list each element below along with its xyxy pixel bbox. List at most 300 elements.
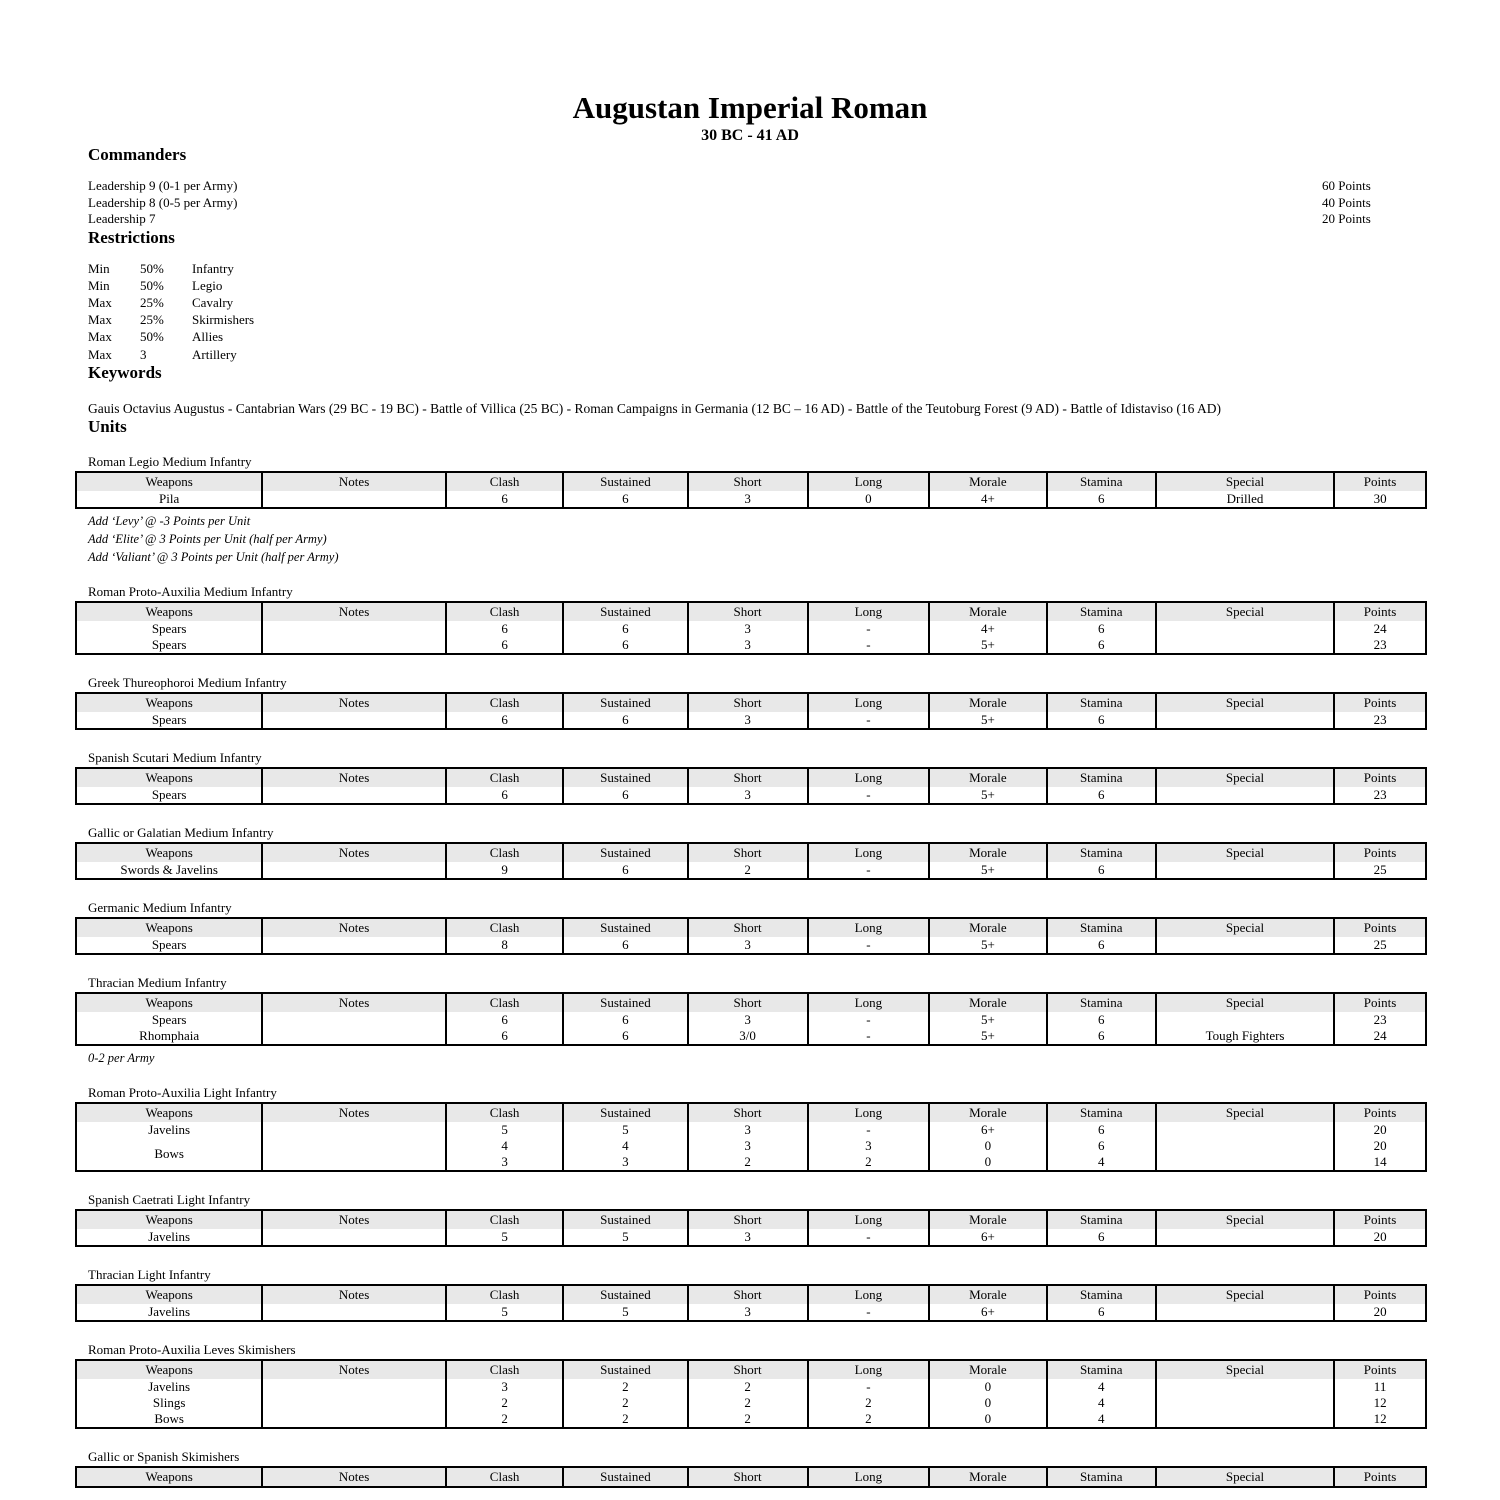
unit-table <box>75 471 1427 509</box>
table-cell <box>1156 1154 1334 1171</box>
table-row <box>76 621 1426 637</box>
table-header-cell: Weapons <box>76 768 262 787</box>
restriction-row <box>88 328 1500 345</box>
table-cell: - <box>808 1379 930 1395</box>
commander-label: Leadership 8 (0-5 per Army) <box>88 194 238 210</box>
unit-table-header-row <box>76 1467 1426 1487</box>
table-cell <box>1156 937 1334 954</box>
table-header-cell: Morale <box>929 768 1046 787</box>
weapons-cell: Spears <box>76 937 262 954</box>
table-header-cell: Stamina <box>1047 1467 1156 1487</box>
table-cell: 5+ <box>929 712 1046 729</box>
unit-table <box>75 767 1427 805</box>
table-cell: 0 <box>929 1411 1046 1428</box>
table-cell: 4 <box>1047 1154 1156 1171</box>
table-cell: 4 <box>1047 1395 1156 1411</box>
unit-note: Add ‘Elite’ @ 3 Points per Unit (half per Army) <box>88 531 327 546</box>
table-cell: 2 <box>563 1379 687 1395</box>
restriction-row <box>88 260 1500 277</box>
table-header-cell: Points <box>1334 1360 1426 1379</box>
table-cell: 6+ <box>929 1304 1046 1321</box>
table-cell <box>1156 1012 1334 1028</box>
table-cell: 4+ <box>929 491 1046 508</box>
restriction-row <box>88 277 1500 294</box>
table-header-cell: Special <box>1156 1285 1334 1304</box>
table-header-cell: Stamina <box>1047 602 1156 621</box>
unit-block <box>0 750 1500 805</box>
table-cell <box>1156 1138 1334 1154</box>
table-header-cell: Notes <box>262 1467 446 1487</box>
weapons-cell: Spears <box>76 637 262 654</box>
unit-note: 0-2 per Army <box>88 1050 155 1065</box>
table-cell <box>1156 637 1334 654</box>
table-cell: 5+ <box>929 937 1046 954</box>
table-cell: 6 <box>563 712 687 729</box>
table-cell: 24 <box>1334 1028 1426 1045</box>
table-header-cell: Short <box>688 768 808 787</box>
table-header-cell: Clash <box>446 472 563 491</box>
table-cell: 2 <box>808 1395 930 1411</box>
table-cell: 3 <box>688 1138 808 1154</box>
restriction-qualifier: Min <box>88 277 110 293</box>
table-cell: 3 <box>688 1012 808 1028</box>
table-cell: 5 <box>563 1122 687 1138</box>
table-header-cell: Morale <box>929 693 1046 712</box>
table-cell: 6 <box>446 621 563 637</box>
table-row <box>76 1028 1426 1045</box>
restriction-row <box>88 311 1500 328</box>
unit-block <box>0 1449 1500 1488</box>
table-cell <box>1156 1379 1334 1395</box>
table-header-cell: Special <box>1156 768 1334 787</box>
table-header-cell: Stamina <box>1047 472 1156 491</box>
restrictions-heading: Restrictions <box>88 227 175 247</box>
weapons-cell: Spears <box>76 787 262 804</box>
table-header-cell: Short <box>688 993 808 1012</box>
unit-title: Thracian Light Infantry <box>88 1266 211 1282</box>
table-header-cell: Special <box>1156 1467 1334 1487</box>
table-cell: 3 <box>688 491 808 508</box>
table-header-cell: Long <box>808 918 930 937</box>
table-cell: 6 <box>1047 787 1156 804</box>
table-cell: 14 <box>1334 1154 1426 1171</box>
table-header-cell: Clash <box>446 1103 563 1122</box>
table-header-cell: Morale <box>929 1210 1046 1229</box>
table-header-cell: Points <box>1334 1285 1426 1304</box>
table-header-cell: Special <box>1156 1210 1334 1229</box>
table-header-cell: Notes <box>262 1360 446 1379</box>
table-header-cell: Weapons <box>76 918 262 937</box>
table-header-cell: Morale <box>929 843 1046 862</box>
table-cell: 23 <box>1334 1012 1426 1028</box>
table-row <box>76 862 1426 879</box>
table-header-cell: Morale <box>929 1285 1046 1304</box>
table-cell <box>1156 787 1334 804</box>
table-header-cell: Special <box>1156 602 1334 621</box>
table-cell: 0 <box>929 1395 1046 1411</box>
table-header-cell: Short <box>688 918 808 937</box>
table-cell: 3 <box>688 787 808 804</box>
table-header-cell: Notes <box>262 693 446 712</box>
table-row <box>76 1138 1426 1154</box>
table-cell <box>262 1122 446 1138</box>
unit-table-head <box>76 1285 1426 1304</box>
table-cell: 11 <box>1334 1379 1426 1395</box>
commander-row <box>88 195 1388 212</box>
table-header-cell: Sustained <box>563 993 687 1012</box>
unit-block <box>0 1192 1500 1247</box>
table-header-cell: Sustained <box>563 1467 687 1487</box>
unit-block <box>0 900 1500 955</box>
table-header-cell: Sustained <box>563 768 687 787</box>
unit-table-body <box>76 1379 1426 1428</box>
table-cell: 2 <box>808 1154 930 1171</box>
table-header-cell: Morale <box>929 1467 1046 1487</box>
unit-note: Add ‘Valiant’ @ 3 Points per Unit (half per Army) <box>88 549 339 564</box>
commander-label: Leadership 7 <box>88 211 156 226</box>
table-header-cell: Short <box>688 1103 808 1122</box>
unit-table <box>75 601 1427 655</box>
table-cell <box>262 491 446 508</box>
table-row <box>76 637 1426 654</box>
table-header-cell: Weapons <box>76 1467 262 1487</box>
table-header-cell: Special <box>1156 843 1334 862</box>
table-row <box>76 1012 1426 1028</box>
table-cell: - <box>808 1304 930 1321</box>
table-cell <box>1156 712 1334 729</box>
unit-table-header-row <box>76 693 1426 712</box>
table-cell <box>262 1229 446 1246</box>
table-header-cell: Points <box>1334 1103 1426 1122</box>
weapons-cell: Slings <box>76 1395 262 1411</box>
table-header-cell: Notes <box>262 602 446 621</box>
unit-table-head <box>76 693 1426 712</box>
unit-table-header-row <box>76 602 1426 621</box>
table-header-cell: Points <box>1334 602 1426 621</box>
unit-title: Spanish Scutari Medium Infantry <box>88 749 262 765</box>
unit-table-header-row <box>76 1285 1426 1304</box>
restriction-qualifier: Max <box>88 294 112 310</box>
table-header-cell: Long <box>808 1467 930 1487</box>
table-header-cell: Sustained <box>563 1360 687 1379</box>
table-cell: 4+ <box>929 621 1046 637</box>
table-cell: 6 <box>563 491 687 508</box>
unit-block <box>0 825 1500 880</box>
restriction-qualifier: Max <box>88 346 112 362</box>
units-list <box>0 454 1500 1488</box>
table-cell: 4 <box>446 1138 563 1154</box>
unit-table-head <box>76 472 1426 491</box>
table-cell: - <box>808 637 930 654</box>
table-cell: 6 <box>446 1028 563 1045</box>
table-header-cell: Notes <box>262 1210 446 1229</box>
table-cell: - <box>808 1012 930 1028</box>
table-cell: 3 <box>688 1122 808 1138</box>
unit-title: Germanic Medium Infantry <box>88 899 232 915</box>
table-cell: 6+ <box>929 1122 1046 1138</box>
table-cell: Drilled <box>1156 491 1334 508</box>
unit-title: Roman Proto-Auxilia Leves Skimishers <box>88 1341 296 1357</box>
table-cell: 12 <box>1334 1411 1426 1428</box>
table-header-cell: Points <box>1334 693 1426 712</box>
table-header-cell: Long <box>808 1103 930 1122</box>
table-cell: 5+ <box>929 1012 1046 1028</box>
unit-block <box>0 1267 1500 1322</box>
table-header-cell: Clash <box>446 693 563 712</box>
unit-table-body <box>76 1012 1426 1045</box>
unit-title: Roman Legio Medium Infantry <box>88 453 252 469</box>
table-cell: 3 <box>563 1154 687 1171</box>
table-cell: 6 <box>563 621 687 637</box>
table-header-cell: Notes <box>262 1103 446 1122</box>
commander-row <box>88 178 1388 195</box>
unit-table <box>75 842 1427 880</box>
unit-table-header-row <box>76 472 1426 491</box>
unit-title: Gallic or Galatian Medium Infantry <box>88 824 274 840</box>
table-cell: 2 <box>563 1411 687 1428</box>
table-header-cell: Sustained <box>563 602 687 621</box>
restriction-category: Skirmishers <box>192 312 255 328</box>
restriction-row <box>88 346 1500 363</box>
table-header-cell: Points <box>1334 993 1426 1012</box>
table-header-cell: Points <box>1334 768 1426 787</box>
table-cell: 23 <box>1334 787 1426 804</box>
table-row <box>76 1229 1426 1246</box>
restriction-value: 50% <box>140 329 164 345</box>
unit-table-header-row <box>76 993 1426 1012</box>
table-header-cell: Notes <box>262 472 446 491</box>
unit-table-header-row <box>76 768 1426 787</box>
table-header-cell: Special <box>1156 993 1334 1012</box>
table-cell: 0 <box>929 1379 1046 1395</box>
table-cell: - <box>808 712 930 729</box>
weapons-cell: Javelins <box>76 1122 262 1138</box>
unit-table <box>75 692 1427 730</box>
table-cell: 2 <box>808 1411 930 1428</box>
table-cell: 3 <box>446 1379 563 1395</box>
table-header-cell: Clash <box>446 768 563 787</box>
table-header-cell: Long <box>808 1210 930 1229</box>
table-cell <box>262 1138 446 1154</box>
table-cell: 6 <box>1047 1229 1156 1246</box>
unit-table-head <box>76 843 1426 862</box>
unit-table-header-row <box>76 1103 1426 1122</box>
table-cell <box>1156 1122 1334 1138</box>
table-cell: 3 <box>688 621 808 637</box>
table-cell: 23 <box>1334 712 1426 729</box>
table-row <box>76 1379 1426 1395</box>
commander-label: Leadership 9 (0-1 per Army) <box>88 178 238 193</box>
table-cell: 6 <box>446 637 563 654</box>
table-header-cell: Notes <box>262 768 446 787</box>
keywords-heading: Keywords <box>88 362 162 382</box>
unit-block <box>0 675 1500 730</box>
table-cell: 8 <box>446 937 563 954</box>
table-header-cell: Short <box>688 1285 808 1304</box>
table-cell: 5 <box>563 1229 687 1246</box>
restriction-category: Infantry <box>192 260 234 276</box>
table-cell: - <box>808 787 930 804</box>
table-header-cell: Sustained <box>563 1210 687 1229</box>
unit-title: Spanish Caetrati Light Infantry <box>88 1191 251 1207</box>
table-cell: 5+ <box>929 637 1046 654</box>
table-row <box>76 1154 1426 1171</box>
table-cell: 5 <box>446 1229 563 1246</box>
table-cell <box>1156 862 1334 879</box>
table-header-cell: Sustained <box>563 1285 687 1304</box>
table-cell: 0 <box>929 1138 1046 1154</box>
units-heading: Units <box>88 416 127 436</box>
table-cell <box>1156 621 1334 637</box>
table-cell: 12 <box>1334 1395 1426 1411</box>
table-cell: 6 <box>446 787 563 804</box>
table-cell: 5 <box>446 1304 563 1321</box>
restriction-value: 25% <box>140 294 164 310</box>
table-header-cell: Weapons <box>76 993 262 1012</box>
table-header-cell: Weapons <box>76 1360 262 1379</box>
unit-table <box>75 917 1427 955</box>
table-row <box>76 787 1426 804</box>
table-header-cell: Morale <box>929 918 1046 937</box>
table-cell: 6 <box>1047 1012 1156 1028</box>
table-cell: 6 <box>1047 712 1156 729</box>
table-header-cell: Points <box>1334 918 1426 937</box>
table-cell <box>262 621 446 637</box>
unit-table-body <box>76 712 1426 729</box>
table-header-cell: Weapons <box>76 472 262 491</box>
unit-table-head <box>76 918 1426 937</box>
table-header-cell: Clash <box>446 918 563 937</box>
table-cell: 4 <box>563 1138 687 1154</box>
table-cell: 3 <box>688 637 808 654</box>
table-cell <box>262 937 446 954</box>
table-cell: 6 <box>446 712 563 729</box>
unit-table-header-row <box>76 843 1426 862</box>
table-header-cell: Short <box>688 1210 808 1229</box>
table-cell: 20 <box>1334 1138 1426 1154</box>
table-cell: 6 <box>563 637 687 654</box>
table-cell: 4 <box>1047 1411 1156 1428</box>
table-header-cell: Sustained <box>563 843 687 862</box>
table-header-cell: Morale <box>929 602 1046 621</box>
unit-table-head <box>76 768 1426 787</box>
unit-table-head <box>76 1103 1426 1122</box>
weapons-cell: Spears <box>76 621 262 637</box>
page-subtitle: 30 BC - 41 AD <box>701 127 799 144</box>
table-header-cell: Short <box>688 843 808 862</box>
table-header-cell: Clash <box>446 1467 563 1487</box>
table-header-cell: Morale <box>929 993 1046 1012</box>
table-header-cell: Weapons <box>76 602 262 621</box>
unit-note: Add ‘Levy’ @ -3 Points per Unit <box>88 513 251 528</box>
weapons-cell: Bows <box>76 1138 262 1171</box>
table-header-cell: Clash <box>446 602 563 621</box>
unit-table-body <box>76 862 1426 879</box>
table-header-cell: Morale <box>929 1360 1046 1379</box>
unit-title: Thracian Medium Infantry <box>88 974 227 990</box>
commanders-list <box>88 178 1500 228</box>
table-cell: 6 <box>563 937 687 954</box>
table-header-cell: Clash <box>446 1360 563 1379</box>
unit-table-body <box>76 1229 1426 1246</box>
table-cell <box>262 1012 446 1028</box>
restriction-category: Legio <box>192 277 223 293</box>
commander-row <box>88 211 1388 228</box>
table-cell <box>262 1154 446 1171</box>
table-cell <box>262 787 446 804</box>
unit-table-body <box>76 621 1426 654</box>
table-cell: 6 <box>446 491 563 508</box>
table-cell: 24 <box>1334 621 1426 637</box>
table-header-cell: Morale <box>929 472 1046 491</box>
page-title: Augustan Imperial Roman <box>572 90 928 125</box>
table-cell: 3 <box>446 1154 563 1171</box>
table-cell: 6+ <box>929 1229 1046 1246</box>
unit-table-head <box>76 993 1426 1012</box>
table-row <box>76 1395 1426 1411</box>
table-header-cell: Weapons <box>76 1210 262 1229</box>
table-header-cell: Sustained <box>563 472 687 491</box>
table-header-cell: Short <box>688 1467 808 1487</box>
table-header-cell: Points <box>1334 472 1426 491</box>
table-cell: 6 <box>1047 621 1156 637</box>
table-header-cell: Special <box>1156 1360 1334 1379</box>
table-cell: 6 <box>1047 862 1156 879</box>
table-cell: 23 <box>1334 637 1426 654</box>
table-row <box>76 1122 1426 1138</box>
unit-table-body <box>76 1304 1426 1321</box>
restriction-value: 3 <box>140 346 147 362</box>
table-cell: - <box>808 937 930 954</box>
table-cell: 6 <box>1047 491 1156 508</box>
table-cell <box>1156 1411 1334 1428</box>
table-header-cell: Long <box>808 1285 930 1304</box>
table-header-cell: Notes <box>262 993 446 1012</box>
table-cell: 20 <box>1334 1304 1426 1321</box>
table-header-cell: Weapons <box>76 1285 262 1304</box>
weapons-cell: Javelins <box>76 1304 262 1321</box>
table-header-cell: Short <box>688 693 808 712</box>
unit-table <box>75 992 1427 1046</box>
table-cell: 2 <box>563 1395 687 1411</box>
restriction-row <box>88 294 1500 311</box>
table-cell: 5 <box>563 1304 687 1321</box>
table-header-cell: Morale <box>929 1103 1046 1122</box>
restriction-value: 25% <box>140 312 164 328</box>
weapons-cell: Javelins <box>76 1379 262 1395</box>
keywords-text: Gauis Octavius Augustus - Cantabrian Wars (29 BC - 19 BC) - Battle of Villica (25 BC) - Roman Campaigns in Germania (12 BC – 16 AD) - Battle of the Teutoburg Forest (9 AD) - Battle of Idistaviso (16 AD) <box>88 400 1222 416</box>
table-cell: 6 <box>563 862 687 879</box>
table-cell <box>262 1395 446 1411</box>
table-header-cell: Stamina <box>1047 918 1156 937</box>
table-header-cell: Special <box>1156 472 1334 491</box>
table-cell: 20 <box>1334 1122 1426 1138</box>
table-header-cell: Long <box>808 993 930 1012</box>
table-cell: 25 <box>1334 862 1426 879</box>
table-header-cell: Stamina <box>1047 1210 1156 1229</box>
table-cell: 6 <box>1047 937 1156 954</box>
commander-points: 40 Points <box>1322 194 1371 210</box>
table-cell: 0 <box>808 491 930 508</box>
weapons-cell: Swords & Javelins <box>76 862 262 879</box>
table-header-cell: Long <box>808 768 930 787</box>
table-cell: 0 <box>929 1154 1046 1171</box>
unit-table <box>75 1284 1427 1322</box>
table-header-cell: Stamina <box>1047 993 1156 1012</box>
restriction-category: Artillery <box>192 346 237 362</box>
weapons-cell: Spears <box>76 712 262 729</box>
table-cell <box>262 712 446 729</box>
